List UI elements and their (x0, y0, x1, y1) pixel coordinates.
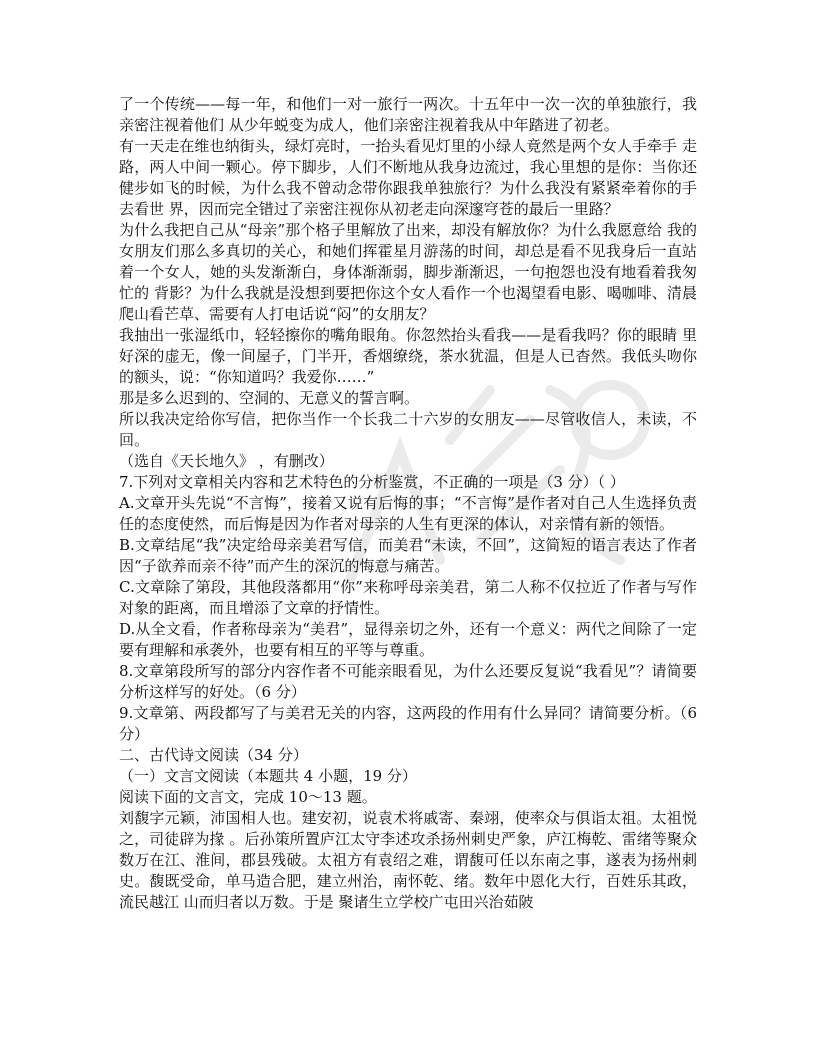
option-d: D.从全文看，作者称母亲为“美君”，显得亲切之外，还有一个意义：两代之间除了一定要有理解和承袭外，也要有相互的平等与尊重。 (119, 620, 697, 659)
option-c: C.文章除了第段，其他段落都用“你”来称呼母亲美君，第二人称不仅拉近了作者与写作对象的距离，而且增添了文章的抒情性。 (119, 578, 697, 617)
paragraph-2: 有一天走在维也纳街头，绿灯亮时，一抬头看见灯里的小绿人竟然是两个女人手牵手 走路，两人中间一颗心。停下脚步，人们不断地从我身边流过，我心里想的是你：当你还健步如飞的时候，为什么我不曾动念带你跟我单独旅行？为什么我没有紧紧牵着你的手去看世 界，因而完全错过了亲密注视你从初老走向深邃穹苍的最后一里路？ (119, 137, 697, 218)
classical-passage: 刘馥字元颖，沛国相人也。建安初，说袁术将戚寄、秦翊，使率众与俱诣太祖。太祖悦之，司徒辟为掾 。后孙策所置庐江太守李述攻杀扬州刺史严象，庐江梅乾、雷绪等聚众数万在江、淮间，郡县残破。太祖方有袁绍之难，谓馥可任以东南之事，遂表为扬州刺史。馥既受命，单马造合肥，建立州治，南怀乾、绪。数年中恩化大行，百姓乐其政，流民越江 山而归者以万数。于是 聚诸生立学校广屯田兴治茹陂 (119, 809, 697, 911)
paragraph-4: 我抽出一张湿纸巾，轻轻擦你的嘴角眼角。你忽然抬头看我——是看我吗？你的眼睛 里好深的虚无，像一间屋子，门半开，香烟缭绕，茶水犹温，但是人已杳然。我低头吻你的额头，说：“你知道吗？我爱你……” (119, 326, 697, 386)
paragraph-1: 了一个传统——每一年，和他们一对一旅行一两次。十五年中一次一次的单独旅行，我亲密注视着他们 从少年蜕变为成人，他们亲密注视着我从中年踏进了初老。 (119, 95, 697, 134)
source-note: （选自《天长地久》 ，有删改） (119, 452, 334, 470)
question-9: 9.文章第、两段都写了与美君无关的内容，这两段的作用有什么异同？请简要分析。（6 分） (119, 704, 697, 743)
question-8: 8.文章第段所写的部分内容作者不可能亲眼看见，为什么还要反复说“我看见”？请简要分析这样写的好处。（6 分） (119, 662, 697, 701)
paragraph-5: 那是多么迟到的、空洞的、无意义的誓言啊。 (119, 389, 420, 407)
option-b: B.文章结尾“我”决定给母亲美君写信，而美君“未读，不回”，这简短的语言表达了作者因“子欲养而亲不待”而产生的深沉的悔意与痛苦。 (119, 536, 697, 575)
paragraph-6: 所以我决定给你写信，把你当作一个长我二十六岁的女朋友——尽管收信人，未读，不回。 (119, 410, 697, 449)
subsection-heading: （一）文言文阅读（本题共 4 小题，19 分） (119, 767, 417, 785)
paragraph-3: 为什么我把自己从“母亲”那个格子里解放了出来，却没有解放你？为什么我愿意给 我的女朋友们那么多真切的关心，和她们挥霍星月游荡的时间，却总是看不见我身后一直站着一个女人，她的头发渐渐白，身体渐渐弱，脚步渐渐迟，一句抱怨也没有地看着我匆忙的 背影？为什么我就是没想到要把你这个女人看作一个也渴望看电影、喝咖啡、清晨爬山看芒草、需要有人打电话说“闷”的女朋友？ (119, 221, 697, 323)
instruction: 阅读下面的文言文，完成 10～13 题。 (119, 788, 377, 806)
option-a: A.文章开头先说“不言悔”，接着又说有后悔的事；“不言悔”是作者对自己人生选择负责任的态度使然，而后悔是因为作者对母亲的人生有更深的体认，对亲情有新的领悟。 (119, 494, 697, 533)
question-7: 7.下列对文章相关内容和艺术特色的分析鉴赏，不正确的一项是（3 分）（ ） (119, 473, 625, 491)
section-heading: 二、古代诗文阅读（34 分） (119, 746, 308, 764)
document-body (119, 94, 697, 913)
